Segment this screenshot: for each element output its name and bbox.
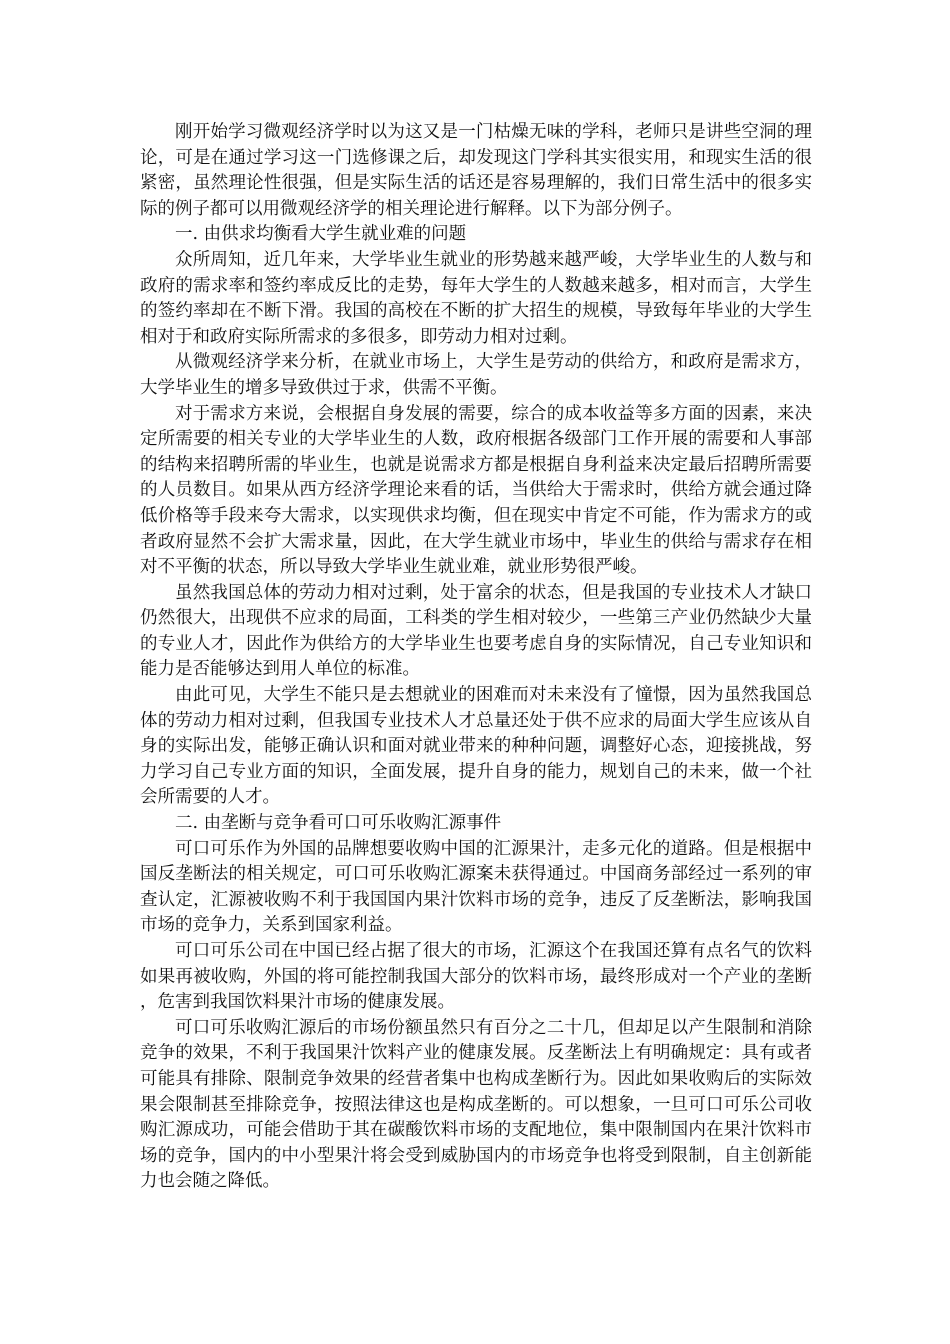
document-body: [140, 120, 812, 1195]
section-1-paragraph: 从微观经济学来分析，在就业市场上，大学生是劳动的供给方，和政府是需求方，大学毕业生的增多导致供过于求，供需不平衡。: [140, 352, 812, 398]
section-1-paragraph: 由此可见，大学生不能只是去想就业的困难而对未来没有了憧憬，因为虽然我国总体的劳动力相对过剩，但我国专业技术人才总量还处于供不应求的局面大学生应该从自身的实际出发，能够正确认识和面对就业带来的种种问题，调整好心态，迎接挑战，努力学习自己专业方面的知识，全面发展，提升自身的能力，规划自己的未来，做一个社会所需要的人才。: [140, 685, 812, 808]
intro-paragraph: 刚开始学习微观经济学时以为这又是一门枯燥无味的学科，老师只是讲些空洞的理论，可是在通过学习这一门选修课之后，却发现这门学科其实很实用，和现实生活的很紧密，虽然理论性很强，但是实际生活的话还是容易理解的，我们日常生活中的很多实际的例子都可以用微观经济学的相关理论进行解释。以下为部分例子。: [140, 122, 812, 219]
section-2-paragraph: 可口可乐收购汇源后的市场份额虽然只有百分之二十几，但却足以产生限制和消除竞争的效果，不利于我国果汁饮料产业的健康发展。反垄断法上有明确规定：具有或者可能具有排除、限制竞争效果的经营者集中也构成垄断行为。因此如果收购后的实际效果会限制甚至排除竞争，按照法律这也是构成垄断的。可以想象，一旦可口可乐公司收购汇源成功，可能会借助于其在碳酸饮料市场的支配地位，集中限制国内在果汁饮料市场的竞争，国内的中小型果汁将会受到威胁国内的市场竞争也将受到限制，自主创新能力也会随之降低。: [140, 1017, 812, 1192]
section-2-paragraph: 可口可乐公司在中国已经占据了很大的市场，汇源这个在我国还算有点名气的饮料如果再被收购，外国的将可能控制我国大部分的饮料市场，最终形成对一个产业的垄断，危害到我国饮料果汁市场的健康发展。: [140, 941, 812, 1013]
section-2-heading: 二. 由垄断与竞争看可口可乐收购汇源事件: [175, 813, 502, 834]
section-2-paragraph: 可口可乐作为外国的品牌想要收购中国的汇源果汁，走多元化的道路。但是根据中国反垄断法的相关规定，可口可乐收购汇源案未获得通过。中国商务部经过一系列的审查认定，汇源被收购不利于我国国内果汁饮料市场的竞争，违反了反垄断法，影响我国市场的竞争力，关系到国家利益。: [140, 838, 812, 936]
section-1-paragraph: 对于需求方来说，会根据自身发展的需要，综合的成本收益等多方面的因素，来决定所需要的相关专业的大学毕业生的人数，政府根据各级部门工作开展的需要和人事部的结构来招聘所需的毕业生，也就是说需求方都是根据自身利益来决定最后招聘所需要的人员数目。如果从西方经济学理论来看的话，当供给大于需求时，供给方就会通过降低价格等手段来夸大需求，以实现供求均衡，但在现实中肯定不可能，作为需求方的或者政府显然不会扩大需求量，因此，在大学生就业市场中，毕业生的供给与需求存在相对不平衡的状态，所以导致大学毕业生就业难，就业形势很严峻。: [140, 403, 812, 578]
section-1-paragraph: 众所周知，近几年来，大学毕业生就业的形势越来越严峻，大学毕业生的人数与和政府的需求率和签约率成反比的走势，每年大学生的人数越来越多，相对而言，大学生的签约率却在不断下滑。我国的高校在不断的扩大招生的规模，导致每年毕业的大学生相对于和政府实际所需求的多很多，即劳动力相对过剩。: [140, 249, 812, 347]
section-1-paragraph: 虽然我国总体的劳动力相对过剩，处于富余的状态，但是我国的专业技术人才缺口仍然很大，出现供不应求的局面，工科类的学生相对较少，一些第三产业仍然缺少大量的专业人才，因此作为供给方的大学毕业生也要考虑自身的实际情况，自己专业知识和能力是否能够达到用人单位的标准。: [140, 582, 812, 680]
section-1-heading: 一. 由供求均衡看大学生就业难的问题: [175, 224, 467, 245]
